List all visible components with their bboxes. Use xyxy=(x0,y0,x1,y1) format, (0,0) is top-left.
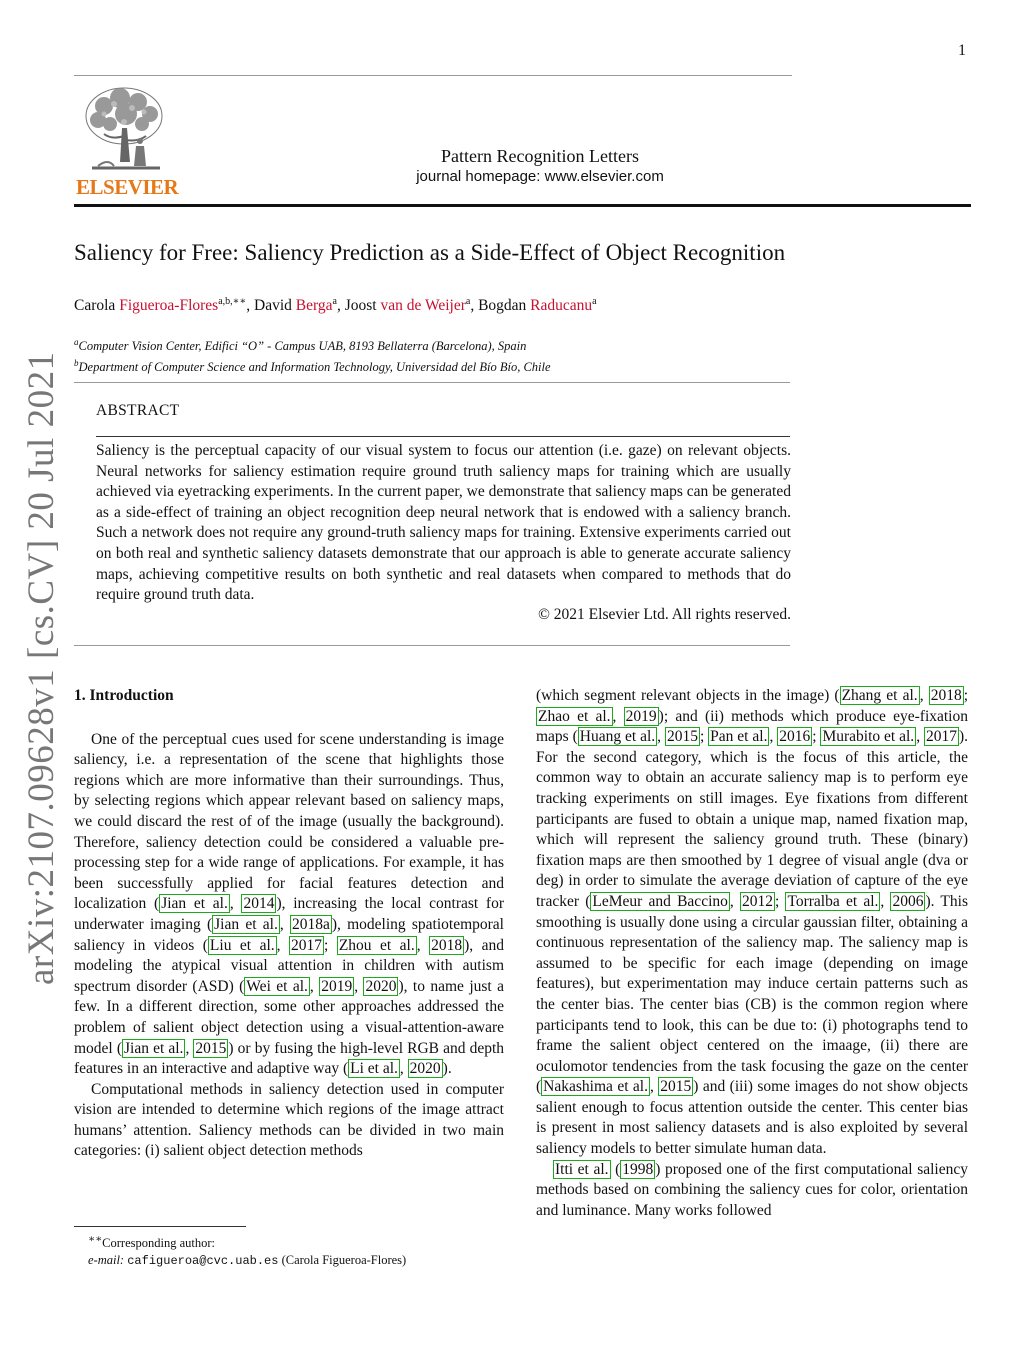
citation-link[interactable]: 2019 xyxy=(625,707,657,725)
citation-link[interactable]: Nakashima et al. xyxy=(543,1078,648,1096)
tree-of-knowledge-icon xyxy=(74,84,178,176)
citation-link[interactable]: Huang et al. xyxy=(579,728,656,746)
citation-link[interactable]: 2019 xyxy=(321,977,353,995)
page-number: 1 xyxy=(958,42,966,59)
email-label: e-mail: xyxy=(88,1253,125,1268)
citation-link[interactable]: 2015 xyxy=(666,728,698,746)
affiliation-mark: a xyxy=(332,296,337,307)
right-column xyxy=(536,686,968,1221)
citation-link[interactable]: Li et al. xyxy=(350,1060,398,1078)
left-column xyxy=(74,686,504,1162)
citation-link[interactable]: 2020 xyxy=(365,977,397,995)
citation-link[interactable]: Pan et al. xyxy=(710,728,768,746)
citation-link[interactable]: 2020 xyxy=(409,1060,441,1078)
citation-link[interactable]: 2018 xyxy=(930,687,962,704)
citation-link[interactable]: 2006 xyxy=(892,892,924,910)
citation-link[interactable]: 2015 xyxy=(660,1078,692,1096)
abstract-text: Saliency is the perceptual capacity of our visual system to focus our attention (i.e. gaze) on relevant objects. Neural networks for saliency estimation require ground truth saliency maps for training which are usually achieved via eyetracking experiments. In the current paper, we demonstrate that saliency maps can be generated as a side-effect of training an object recognition deep neural network that is endowed with a saliency branch. Such a network does not require any ground-truth saliency maps for training. Extensive experiments carried out on both real and synthetic saliency datasets demonstrate that our approach is able to generate accurate saliency maps, achieving competitive results on both synthetic and real datasets when compared to methods that do require ground truth data. xyxy=(96,442,791,604)
intro-paragraph-2: Computational methods in saliency detection used in computer vision are intended to determine which regions of the image attract humans’ attention. Saliency methods can be divided in two main categories: (i) salient object detection methods xyxy=(74,1080,504,1160)
citation-link[interactable]: 2016 xyxy=(779,728,811,746)
paper-title: Saliency for Free: Saliency Prediction as a Side-Effect of Object Recognition xyxy=(74,240,786,265)
intro-paragraph-4: Itti et al. ( 1998 ) proposed one of the first computational saliency methods based on combining the saliency cues for color, orientation and luminance. Many works followed xyxy=(536,1160,968,1219)
citation-link[interactable]: 2012 xyxy=(741,892,773,910)
abstract-heading: ABSTRACT xyxy=(96,402,180,419)
abstract-top-rule xyxy=(74,382,790,383)
affiliation-line: $^a$Computer Vision Center, Edifici “O” - Campus UAB, 8193 Bellaterra (Barcelona), Spain xyxy=(74,337,527,354)
header-rule xyxy=(74,75,792,76)
elsevier-logo xyxy=(74,84,178,198)
citation-link[interactable]: Zhang et al. xyxy=(841,687,918,704)
journal-header xyxy=(300,146,780,188)
author-name-link[interactable]: Figueroa-Flores xyxy=(119,297,219,315)
citation-link[interactable]: 2017 xyxy=(291,936,323,954)
corresponding-author-footnote xyxy=(88,1231,406,1270)
citation-link[interactable]: 1998 xyxy=(622,1160,654,1178)
journal-homepage[interactable]: journal homepage: www.elsevier.com xyxy=(416,168,664,185)
author-list: Carola Figueroa-Flores$^{a,b,∗∗}$, David Berga$^a$, Joost van de Weijer$^a$, Bogdan Raducanu$^a$ xyxy=(74,296,597,315)
affiliation-mark: a xyxy=(465,296,471,307)
citation-link[interactable]: Itti et al. xyxy=(555,1160,609,1178)
intro-paragraph-3: (which segment relevant objects in the image) ( Zhang et al. , 2018 ; Zhao et al. , 2019 ); and (ii) methods which produce eye-fixation maps ( Huang et al. , 2015 ; Pan et al. , 2016 ; Murabito et al. , 2017 ). For the second category, which is the focus of this article, the common way to obtain an accurate saliency map is to perform eye tracking experiments on still images. Eye fixations from different participants are fused to obtain a unique map, named fixation map, which will represent the saliency ground truth. These (binary) fixation maps are then smoothed by 1 degree of visual angle (dva or deg) in order to simulate the average deviation of capture of the eye tracker ( LeMeur and Baccino , 2012 ; Torralba et al. , 2006 ). This smoothing is usually done using a circular gaussian filter, obtaining a continuous representation of the saliency map. The saliency map is assumed to be specific for each image (depending on image features), but experimentation may induce certain patterns such as the center bias. The center bias (CB) is the common region where participants tend to look, this can be due to: (i) photographs tend to frame the salient object centered on the imaage, (ii) there are oculomotor tendencies from the task focusing the gaze on the center ( Nakashima et al. , 2015 ) and (iii) some images do not show objects salient enough to focus attention outside the center. This center bias is present in most saliency datasets and is also exploited by several saliency models to better simulate human data. xyxy=(536,687,969,1158)
citation-link[interactable]: Torralba et al. xyxy=(787,892,879,910)
author-name-link[interactable]: Berga xyxy=(295,297,333,315)
citation-link[interactable]: 2018a xyxy=(291,915,330,933)
citation-link[interactable]: LeMeur and Baccino xyxy=(592,892,728,910)
citation-link[interactable]: 2014 xyxy=(243,895,275,913)
arxiv-sidebar-stamp xyxy=(10,351,62,985)
citation-link[interactable]: Jian et al. xyxy=(214,915,278,933)
section-heading: 1. Introduction xyxy=(74,687,174,704)
affiliation-mark: a xyxy=(592,296,597,307)
footnote-mark: ∗∗ xyxy=(88,1234,103,1245)
abstract-bottom-rule xyxy=(74,645,790,646)
citation-link[interactable]: 2015 xyxy=(195,1039,227,1057)
citation-link[interactable]: Zhou et al. xyxy=(338,936,415,954)
citation-link[interactable]: Murabito et al. xyxy=(822,728,915,746)
citation-link[interactable]: 2017 xyxy=(925,728,957,746)
author-email[interactable]: cafigueroa@cvc.uab.es xyxy=(127,1254,279,1269)
citation-link[interactable]: Jian et al. xyxy=(161,895,228,913)
abstract-heading-rule xyxy=(96,436,790,437)
publisher-wordmark: ELSEVIER xyxy=(76,175,179,199)
author-name-link[interactable]: van de Weijer xyxy=(380,297,466,315)
author-name-link[interactable]: Raducanu xyxy=(530,297,593,315)
intro-paragraph-1: One of the perceptual cues used for scene understanding is image saliency, i.e. a representation of the scene that highlights those regions which are more informative than their surroundings. Thus, by selecting regions which appear relevant based on saliency maps, we could discard the rest of of the image (usually the background). Therefore, saliency detection could be considered a valuable pre-processing step for a wide range of applications. For example, it has been successfully applied for facial features detection and localization ( Jian et al. , 2014 ), increasing the local contrast for underwater imaging ( Jian et al. , 2018a ), modeling spatiotemporal saliency in videos ( Liu et al. , 2017 ; Zhou et al. , 2018 ), and modeling the atypical visual attention in children with autism spectrum disorder (ASD) ( Wei et al. , 2019 , 2020 ), to name just a few. In a different direction, some other approaches addressed the problem of salient object detection using a visual-attention-aware model ( Jian et al. , 2015 ) or by fusing the high-level RGB and depth features in an interactive and adaptive way ( Li et al. , 2020 ). xyxy=(74,730,505,1078)
footnote-rule xyxy=(74,1226,246,1227)
citation-link[interactable]: Jian et al. xyxy=(124,1039,184,1057)
citation-link[interactable]: 2018 xyxy=(431,936,463,954)
footnote-label: Corresponding author: xyxy=(102,1236,215,1251)
footnote-author-name: (Carola Figueroa-Flores) xyxy=(281,1253,407,1268)
affiliation-mark: a,b,∗∗ xyxy=(218,296,247,307)
header-thick-rule xyxy=(74,204,971,207)
citation-link[interactable]: Wei et al. xyxy=(246,977,308,995)
citation-link[interactable]: Zhao et al. xyxy=(538,707,611,725)
journal-name: Pattern Recognition Letters xyxy=(441,146,639,166)
affiliations xyxy=(74,334,551,376)
citation-link[interactable]: Liu et al. xyxy=(209,936,275,954)
arxiv-identifier: arXiv:2107.09628v1 [cs.CV] 20 Jul 2021 xyxy=(21,351,62,985)
copyright-notice: © 2021 Elsevier Ltd. All rights reserved. xyxy=(538,606,791,623)
affiliation-line: $^b$Department of Computer Science and Information Technology, Universidad del Bío Bío, Chile xyxy=(74,358,551,375)
